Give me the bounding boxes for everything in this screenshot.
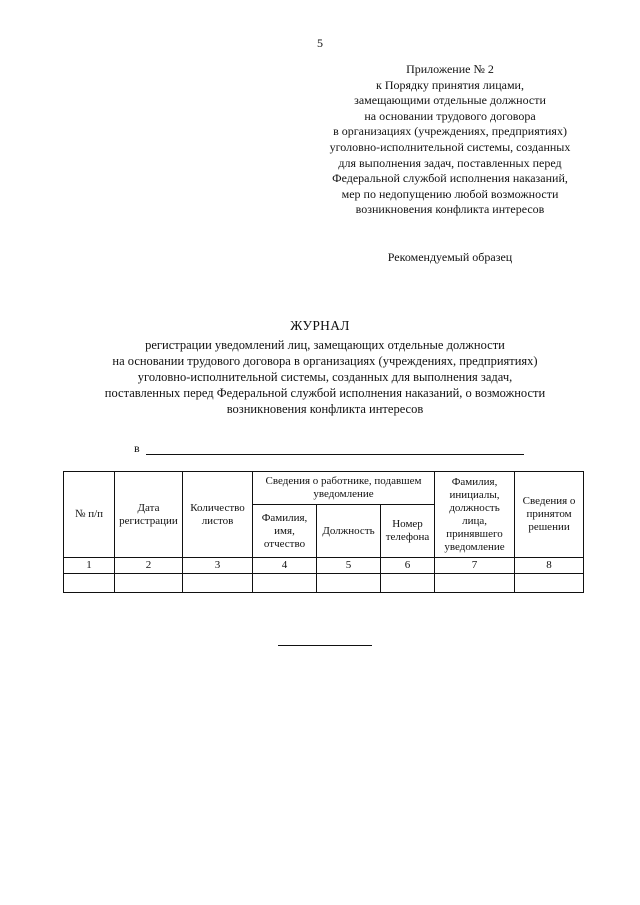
page-number: 5: [317, 36, 323, 50]
journal-subtitle: [30, 337, 620, 417]
appendix-line: замещающими отдельные должности: [354, 93, 546, 108]
appendix-line: к Порядку принятия лицами,: [376, 77, 524, 92]
column-number: 5: [317, 558, 381, 574]
table-cell: [515, 574, 584, 593]
end-of-document-line: [278, 645, 372, 646]
header-num: № п/п: [64, 472, 115, 558]
appendix-line: для выполнения задач, поставленных перед: [338, 155, 562, 170]
column-number: 1: [64, 558, 115, 574]
appendix-header: [285, 62, 615, 218]
header-sheets: Количество листов: [183, 472, 253, 558]
header-phone: Номер телефона: [381, 505, 435, 558]
table-row: [64, 574, 584, 593]
organization-blank-line: [146, 454, 524, 455]
column-number-row: [64, 558, 584, 574]
header-receiver: Фамилия, инициалы, должность лица, принявшего уведомление: [435, 472, 515, 558]
column-number: 7: [435, 558, 515, 574]
appendix-line: на основании трудового договора: [364, 108, 536, 123]
column-number: 4: [253, 558, 317, 574]
subtitle-line: возникновения конфликта интересов: [226, 402, 424, 416]
appendix-line: возникновения конфликта интересов: [355, 202, 545, 217]
table-cell: [64, 574, 115, 593]
journal-table: [63, 471, 584, 593]
column-number: 2: [115, 558, 183, 574]
table-cell: [317, 574, 381, 593]
header-position: Должность: [317, 505, 381, 558]
table-cell: [435, 574, 515, 593]
table-cell: [253, 574, 317, 593]
column-number: 3: [183, 558, 253, 574]
header-employee-group: Сведения о работнике, подавшем уведомление: [253, 472, 435, 505]
table-cell: [183, 574, 253, 593]
subtitle-line: регистрации уведомлений лиц, замещающих отдельные должности: [145, 338, 505, 352]
appendix-line: Приложение № 2: [406, 62, 494, 76]
header-decision: Сведения о принятом решении: [515, 472, 584, 558]
subtitle-line: уголовно-исполнительной системы, созданных для выполнения задач,: [137, 370, 513, 384]
appendix-line: Федеральной службой исполнения наказаний,: [332, 171, 568, 186]
table-cell: [381, 574, 435, 593]
appendix-line: мер по недопущению любой возможности: [341, 186, 559, 201]
column-number: 6: [381, 558, 435, 574]
header-date: Дата регистрации: [115, 472, 183, 558]
table-cell: [115, 574, 183, 593]
appendix-line: в организациях (учреждениях, предприятиях): [333, 124, 567, 139]
subtitle-line: на основании трудового договора в организациях (учреждениях, предприятиях): [112, 354, 538, 368]
column-number: 8: [515, 558, 584, 574]
journal-title: ЖУРНАЛ: [290, 318, 350, 333]
appendix-line: уголовно-исполнительной системы, созданных: [329, 139, 571, 154]
header-fio: Фамилия, имя, отчество: [253, 505, 317, 558]
subtitle-line: поставленных перед Федеральной службой исполнения наказаний, о возможности: [104, 386, 546, 400]
organization-line: [134, 441, 524, 456]
in-label: в: [134, 441, 140, 455]
sample-label: Рекомендуемый образец: [387, 250, 513, 264]
